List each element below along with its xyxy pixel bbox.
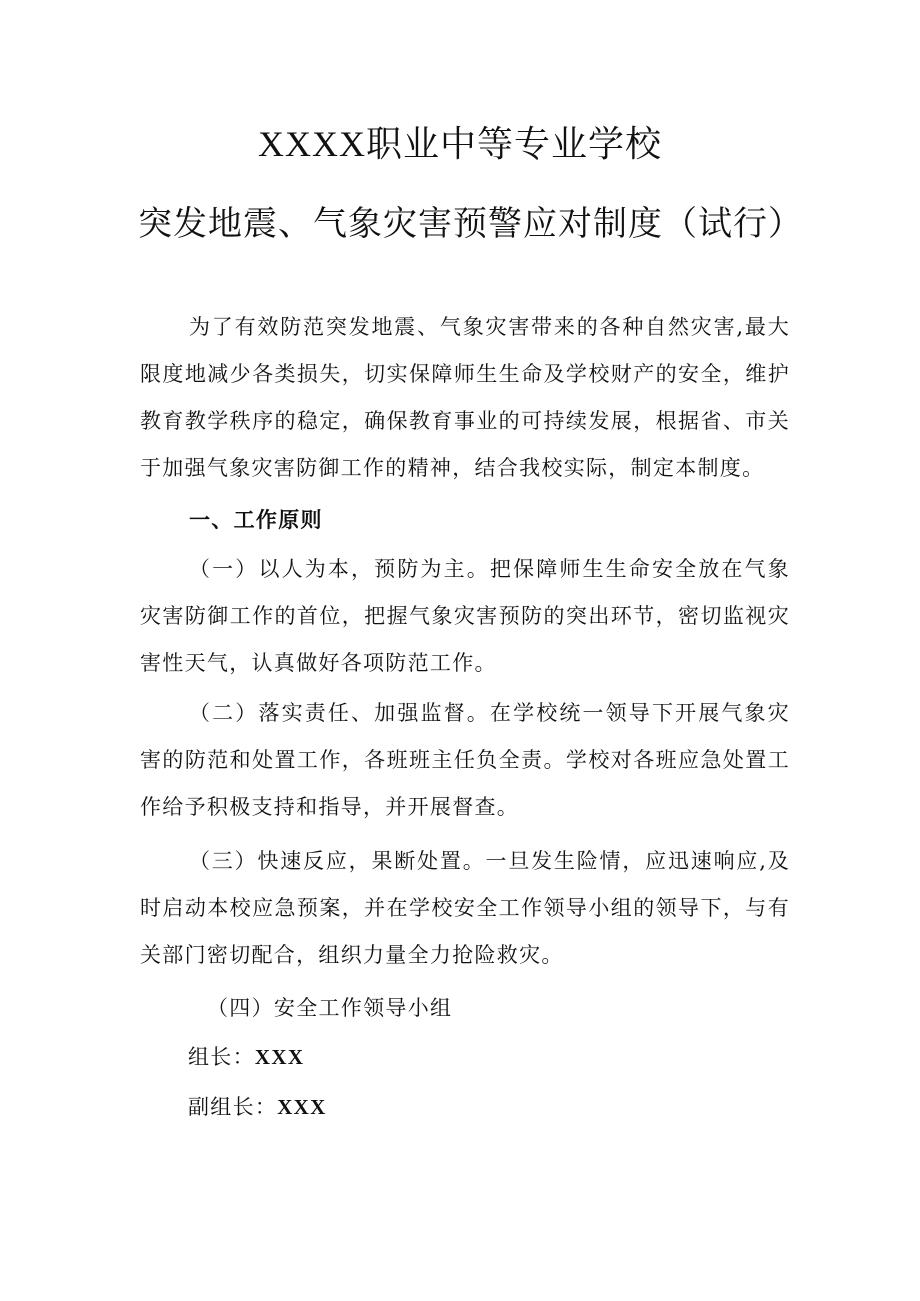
section-heading-work-principles: 一、工作原则: [189, 508, 323, 532]
principle-4-line: （四）安全工作领导小组: [207, 996, 453, 1020]
leader-name: XXX: [254, 1045, 305, 1069]
leader-line: [188, 1037, 304, 1077]
deputy-leader-line: [188, 1087, 327, 1127]
principle-3-paragraph: （三）快速反应，果断处置。一旦发生险情，应迅速响应,及时启动本校应急预案，并在学校安全工作领导小组的领导下，与有关部门密切配合，组织力量全力抢险救灾。: [140, 849, 790, 967]
deputy-name: XXX: [277, 1095, 327, 1119]
intro-paragraph: 为了有效防范突发地震、气象灾害带来的各种自然灾害,最大限度地减少各类损失，切实保障师生生命及学校财产的安全，维护教育教学秩序的稳定，确保教育事业的可持续发展，根据省、市关于加强气象灾害防御工作的精神，结合我校实际，制定本制度。: [140, 315, 790, 480]
school-title: XXXX职业中等专业学校: [258, 124, 662, 164]
principle-2-paragraph: （二）落实责任、加强监督。在学校统一领导下开展气象灾害的防范和处置工作，各班班主任负全责。学校对各班应急处置工作给予积极支持和指导，并开展督查。: [140, 701, 790, 819]
deputy-label: 副组长：: [188, 1095, 278, 1119]
principle-1-paragraph: （一）以人为本，预防为主。把保障师生生命安全放在气象灾害防御工作的首位，把握气象灾害预防的突出环节，密切监视灾害性天气，认真做好各项防范工作。: [140, 557, 790, 675]
document-subtitle: 突发地震、气象灾害预警应对制度（试行）: [138, 204, 803, 244]
leader-label: 组长：: [188, 1045, 255, 1069]
